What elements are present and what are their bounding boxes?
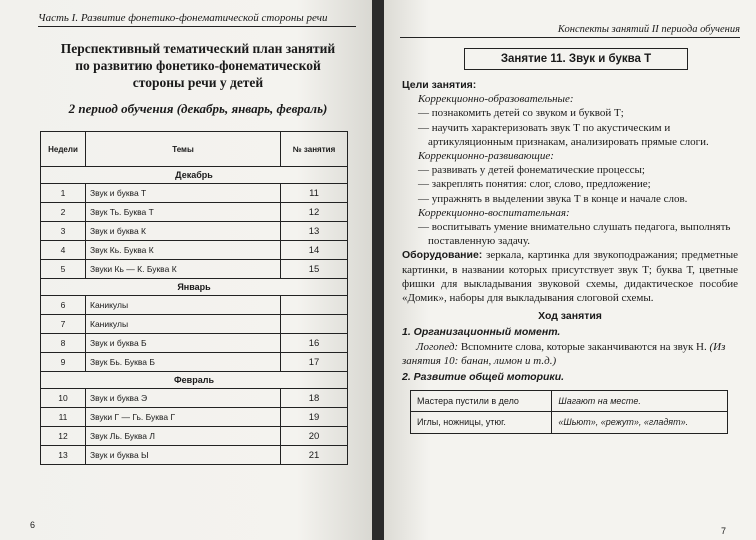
week-cell: 8: [41, 334, 86, 353]
theme-cell: Звук Кь. Буква К: [86, 241, 281, 260]
table-row: [41, 241, 348, 260]
month-row-february: [41, 372, 348, 389]
goal-item: — воспитывать умение внимательно слушать педагога, выполнять поставленную задачу.: [418, 221, 731, 248]
month-row-january: [41, 279, 348, 296]
action-cell: Шагают на месте.: [552, 391, 728, 412]
goal-item: — закреплять понятия: слог, слово, предложение;: [418, 178, 651, 191]
table-row: [41, 315, 348, 334]
table-row: [41, 203, 348, 222]
equipment: [402, 248, 738, 305]
theme-cell: Звук и буква Б: [86, 334, 281, 353]
month-label: Январь: [41, 279, 348, 296]
book-gutter: [372, 0, 384, 540]
header-lesson-no: № занятия: [281, 132, 348, 167]
goal-item: — упражнять в выделении звука Т в конце и начале слов.: [418, 192, 688, 205]
page-number-left: 6: [30, 520, 36, 530]
teacher-label: Логопед:: [416, 340, 459, 353]
corr-dev-heading: Коррекционно-развивающие:: [418, 150, 554, 163]
left-page: [0, 0, 372, 540]
plan-title-line: стороны речи у детей: [132, 75, 264, 90]
lesson-cell: 12: [281, 203, 348, 222]
table-row: [411, 391, 728, 412]
month-label: Декабрь: [41, 167, 348, 184]
lesson-cell: 13: [281, 222, 348, 241]
theme-cell: Каникулы: [86, 296, 281, 315]
motor-table: [410, 390, 728, 433]
plan-subtitle: 2 период обучения (декабрь, январь, февраль): [68, 101, 328, 116]
theme-cell: Звук и буква Ы: [86, 446, 281, 465]
action-cell: «Шьют», «режут», «гладят».: [552, 412, 728, 433]
table-row: [41, 427, 348, 446]
theme-cell: Звуки Г — Гь. Буква Г: [86, 408, 281, 427]
week-cell: 10: [41, 389, 86, 408]
table-header-row: [41, 132, 348, 167]
week-cell: 5: [41, 260, 86, 279]
week-cell: 4: [41, 241, 86, 260]
plan-title: [38, 40, 358, 91]
running-head-left: Часть I. Развитие фонетико-фонематической стороны речи: [38, 12, 356, 27]
corr-edu-heading: Коррекционно-образовательные:: [418, 93, 574, 106]
week-cell: 3: [41, 222, 86, 241]
theme-cell: Звук Ть. Буква Т: [86, 203, 281, 222]
lesson-cell: [281, 315, 348, 334]
teacher-text: Вспомните слова, которые заканчиваются на звук Н.: [460, 340, 707, 353]
month-row-december: [41, 167, 348, 184]
table-row: [41, 260, 348, 279]
table-row: [41, 408, 348, 427]
theme-cell: Звук Ль. Буква Л: [86, 427, 281, 446]
verse-cell: Мастера пустили в дело: [411, 391, 552, 412]
table-row: [411, 412, 728, 433]
lesson-cell: 18: [281, 389, 348, 408]
header-themes: Темы: [86, 132, 281, 167]
week-cell: 9: [41, 353, 86, 372]
week-cell: 7: [41, 315, 86, 334]
theme-cell: Звуки Кь — К. Буква К: [86, 260, 281, 279]
goals-heading: Цели занятия:: [402, 79, 477, 91]
lesson-cell: 17: [281, 353, 348, 372]
week-cell: 13: [41, 446, 86, 465]
course-heading: Ход занятия: [538, 310, 602, 323]
week-cell: 2: [41, 203, 86, 222]
goal-item: — познакомить детей со звуком и буквой Т;: [418, 107, 624, 120]
equipment-text: зеркала, картинка для звукоподражания; предметные картинки, в названии которых присутствует звук Т; буква Т, цветные фишки для выкладывания звуковой схемы, дидактическое пособие «Домик», наборы для выкладывания слоговой схемы.: [402, 249, 738, 305]
table-row: [41, 334, 348, 353]
running-head-right: Конспекты занятий II периода обучения: [400, 24, 740, 38]
lesson-title: Занятие 11. Звук и буква Т: [464, 48, 688, 70]
lesson-cell: 15: [281, 260, 348, 279]
table-row: [41, 296, 348, 315]
table-row: [41, 446, 348, 465]
page-number-right: 7: [720, 526, 726, 536]
week-cell: 1: [41, 184, 86, 203]
goal-item: — научить характеризовать звук Т по акустическим и артикуляционным признакам, анализировать прямые слоги.: [418, 121, 709, 148]
verse-cell: Иглы, ножницы, утюг.: [411, 412, 552, 433]
theme-cell: Звук Бь. Буква Б: [86, 353, 281, 372]
week-cell: 12: [41, 427, 86, 446]
right-page: [384, 0, 756, 540]
plan-title-line: Перспективный тематический план занятий: [60, 41, 336, 56]
theme-cell: Звук и буква К: [86, 222, 281, 241]
teacher-note: (Из занятия 10: банан, лимон и т.д.): [402, 340, 726, 367]
month-label: Февраль: [41, 372, 348, 389]
theme-cell: Каникулы: [86, 315, 281, 334]
lesson-cell: 19: [281, 408, 348, 427]
lesson-body: [402, 78, 738, 434]
header-weeks: Недели: [41, 132, 86, 167]
teacher-line: [402, 340, 738, 368]
lesson-cell: 14: [281, 241, 348, 260]
equipment-label: Оборудование:: [402, 249, 483, 262]
corr-up-heading: Коррекционно-воспитательная:: [418, 206, 570, 219]
theme-cell: Звук и буква Э: [86, 389, 281, 408]
plan-table: [40, 131, 348, 465]
lesson-cell: [281, 296, 348, 315]
lesson-cell: 16: [281, 334, 348, 353]
theme-cell: Звук и буква Т: [86, 184, 281, 203]
lesson-cell: 21: [281, 446, 348, 465]
goal-item: — развивать у детей фонематические процессы;: [418, 164, 645, 177]
table-row: [41, 222, 348, 241]
table-row: [41, 184, 348, 203]
table-row: [41, 389, 348, 408]
lesson-cell: 20: [281, 427, 348, 446]
week-cell: 6: [41, 296, 86, 315]
section-heading-1: 1. Организационный момент.: [402, 326, 561, 339]
lesson-cell: 11: [281, 184, 348, 203]
plan-title-line: по развитию фонетико-фонематической: [75, 58, 321, 73]
table-row: [41, 353, 348, 372]
week-cell: 11: [41, 408, 86, 427]
section-heading-2: 2. Развитие общей моторики.: [402, 371, 565, 384]
